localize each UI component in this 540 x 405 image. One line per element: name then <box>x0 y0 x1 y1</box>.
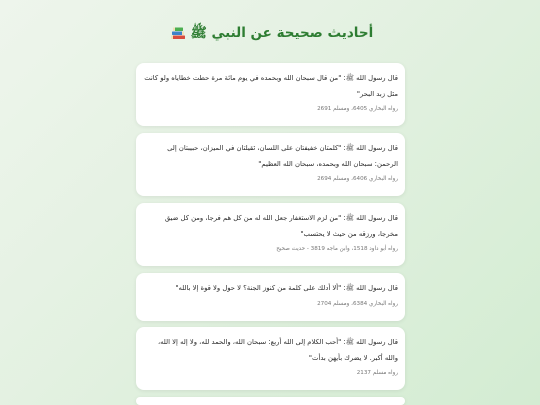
hadith-source: رواه البخاري 6384، ومسلم 2704 <box>317 300 398 307</box>
hadith-source: رواه مسلم 2137 <box>356 370 398 376</box>
hadith-text: قال رسول الله ﷺ: "أحب الكلام إلى الله أربع: سبحان الله، والحمد لله، ولا إله إلا الله، والله أكبر. لا يضرك بأيهن بدأت" <box>157 338 398 362</box>
hadith-source: رواه البخاري 6406، ومسلم 2694 <box>317 176 398 182</box>
hadith-text: قال رسول الله ﷺ: "ألا أدلك على كلمة من كنوز الجنة؟ لا حول ولا قوة إلا بالله" <box>175 284 398 292</box>
hadith-source: رواه البخاري 6405، ومسلم 2691 <box>317 106 398 112</box>
hadith-card <box>136 203 405 266</box>
hadith-source: رواه أبو داود 1518، وابن ماجه 3819 - حديث صحيح <box>276 246 398 252</box>
hadith-text: قال رسول الله ﷺ: "من قال سبحان الله وبحمده في يوم مائة مرة حطت خطاياه ولو كانت مثل زبد البحر" <box>144 74 398 98</box>
page-title-text: أحاديث صحيحة عن النبي ﷺ <box>190 25 374 41</box>
hadith-text: قال رسول الله ﷺ: "من لزم الاستغفار جعل الله له من كل هم فرجا، ومن كل ضيق مخرجا، ورزقه من حيث لا يحتسب" <box>164 214 398 238</box>
hadith-card <box>136 63 405 126</box>
hadith-card <box>136 273 405 321</box>
hadith-text: قال رسول الله ﷺ: "كلمتان خفيفتان على اللسان، ثقيلتان في الميزان، حبيبتان إلى الرحمن: سبحان الله وبحمده، سبحان الله العظيم" <box>167 144 398 168</box>
hadith-card <box>136 133 405 196</box>
hadith-card <box>136 327 405 390</box>
hadith-card-partial <box>136 397 405 405</box>
